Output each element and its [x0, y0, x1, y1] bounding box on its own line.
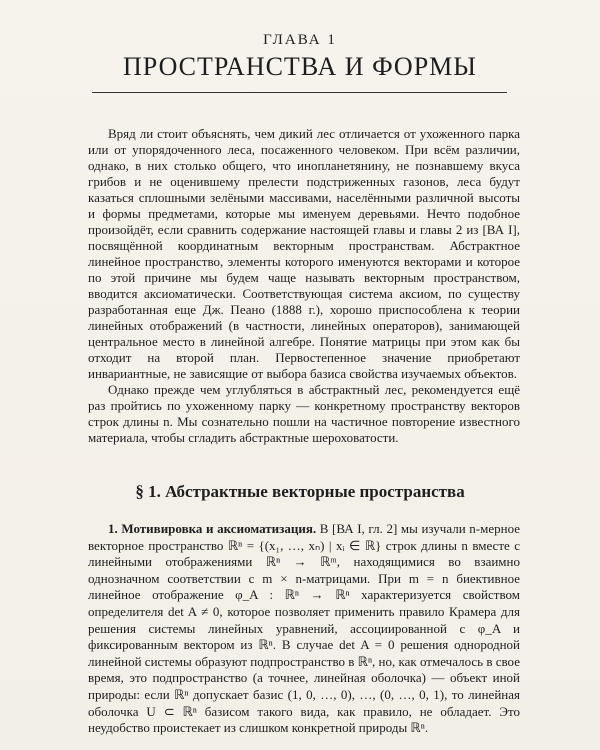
section-body: В [ВА I, гл. 2] мы изучали n-мерное векторное пространство ℝⁿ = {(x₁, …, xₙ) | xᵢ ∈ ℝ} строк длины n вместе с линейными отображениями ℝⁿ → ℝᵐ, находящимися во взаимно однозначном соответствии с m × n-матрицами. При m = n биективное линейное отображение φ_A : ℝⁿ → ℝⁿ характеризуется свойством определителя det A ≠ 0, которое позволяет применить правило Крамера для решения системы линейных уравнений, ассоциированной с φ_A и фиксированным вектором из ℝⁿ. В случае det A = 0 решения однородной линейной системы образуют подпространство в ℝⁿ, но, как отмечалось в свое время, это подпространство (а точнее, линейная оболочка) — объект иной природы: если ℝⁿ допускает базис (1, 0, …, 0), …, (0, …, 0, 1), то линейная оболочка U ⊂ ℝⁿ базисом такого вида, как правило, не обладает. Это неудобство проистекает из слишком конкретной природы ℝⁿ. — [88, 521, 520, 736]
chapter-label: ГЛАВА 1 — [263, 32, 337, 48]
intro-paragraph-2: Однако прежде чем углубляться в абстрактный лес, рекомендуется ещё раз пройтись по ухоженному парку — конкретному пространству векторов строк длины n. Мы сознательно пошли на частичное повторение известного материала, чтобы сгладить абстрактные шероховатости. — [88, 382, 520, 445]
subsection-heading: 1. Мотивировка и аксиоматизация. — [108, 521, 317, 536]
section-paragraph — [88, 521, 520, 737]
header-rule — [92, 92, 507, 93]
chapter-title: ПРОСТРАНСТВА И ФОРМЫ — [123, 52, 477, 81]
intro-paragraph-1: Вряд ли стоит объяснять, чем дикий лес отличается от ухоженного парка или от упорядоченного леса, посаженного человеком. При всём различии, однако, в них столько общего, что инопланетянину, не познавшему вкуса грибов и не оценившему прелести подстриженных газонов, леса будут казаться сплошными зелёными массивами, населёнными различной высоты и формы предметами, которые мы именуем деревьями. Нечто подобное произойдёт, если сравнить содержание настоящей главы и главы 2 из [ВА I], посвящённой координатным векторным пространствам. Абстрактное линейное пространство, элементы которого именуются векторами и которое по этой причине мы будем чаще называть векторным пространством, вводится аксиоматически. Соответствующая система аксиом, по существу разработанная еще Дж. Пеано (1888 г.), хорошо приспособлена к теории линейных отображений (в частности, линейных операторов), занимающей центральное место в линейной алгебре. Понятие матрицы при этом как бы отходит на второй план. Первостепенное значение приобретают инвариантные, не зависящие от выбора базиса свойства изучаемых объектов. — [88, 126, 520, 381]
section-title: § 1. Абстрактные векторные пространства — [135, 482, 465, 501]
